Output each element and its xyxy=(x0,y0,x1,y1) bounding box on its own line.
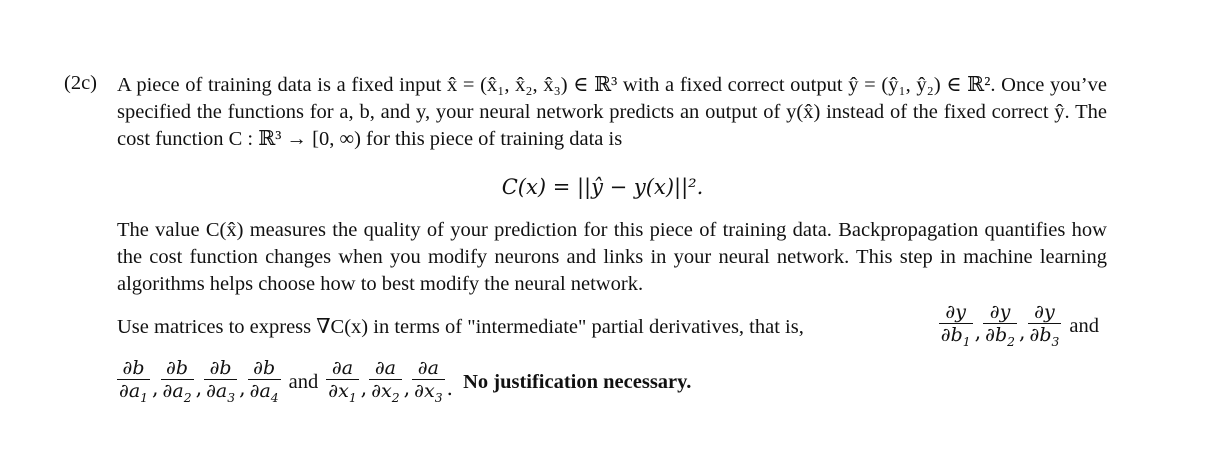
problem-label: (2c) xyxy=(64,72,98,94)
partial-b-a3: $\frac{\partial b}{\partial a_3}$ xyxy=(206,357,236,405)
partial-b-a2: $\frac{\partial b}{\partial a_2}$ xyxy=(162,357,192,405)
partial-b-a1: $\frac{\partial b}{\partial a_1}$ xyxy=(119,357,149,405)
task-line-2: $\frac{\partial b}{\partial a_1}$ , $\frac{\partial b}{\partial a_2}$ , $\frac{\partial b}{\partial a_3}$ , $\frac{\partial b}{\partial a_4}$ and $\frac{\partial a}{\partial x_1}$ , $\frac{\partial a}{\partial x_2}$ , $\frac{\partial a}{\partial x_3}$ . No justification necessary. xyxy=(117,357,691,409)
cost-equation: C(x) = ||ŷ − y(x)||². xyxy=(501,175,704,199)
backprop-paragraph: The value C(x̂) measures the quality of your prediction for this piece of training data. Backpropagation quantifies how the cost function changes when you modify neurons and links in your neural network. This step in machine learning algorithms helps choose how to best modify the neural network. xyxy=(117,219,1107,295)
partial-y-b3: $\frac{\partial y}{\partial b_3}$ xyxy=(1029,301,1060,349)
problem-intro-paragraph: A piece of training data is a fixed input x̂ = (x̂₁, x̂₂, x̂₃) ∈ ℝ³ with a fixed correct output ŷ = (ŷ₁, ŷ₂) ∈ ℝ². Once you’ve specified the functions for a, b, and y, your neural network predicts an output of y(x̂) instead of the fixed correct ŷ. The cost function C : ℝ³ → [0, ∞) for this piece of training data is xyxy=(117,74,1107,150)
no-justification-note: No justification necessary. xyxy=(463,371,692,394)
partial-a-x2: $\frac{\partial a}{\partial x_2}$ xyxy=(371,357,400,405)
partial-y-b2: $\frac{\partial y}{\partial b_2}$ xyxy=(985,301,1015,349)
and-word-1: and xyxy=(1069,315,1099,338)
partials-y-group: $\frac{\partial y}{\partial b_1}$ , $\frac{\partial y}{\partial b_2}$ , $\frac{\partial y}{\partial b_3}$ and xyxy=(939,301,1099,353)
partial-b-a4: $\frac{\partial b}{\partial a_4}$ xyxy=(249,357,279,405)
partial-a-x3: $\frac{\partial a}{\partial x_3}$ xyxy=(414,357,443,405)
partial-a-x1: $\frac{\partial a}{\partial x_1}$ xyxy=(328,357,357,405)
partial-y-b1: $\frac{\partial y}{\partial b_1}$ xyxy=(940,301,971,349)
and-word-2: and xyxy=(288,371,319,394)
task-line xyxy=(117,301,1099,353)
task-intro: Use matrices to express ∇C(x) in terms of "intermediate" partial derivatives, that is, xyxy=(117,316,804,339)
